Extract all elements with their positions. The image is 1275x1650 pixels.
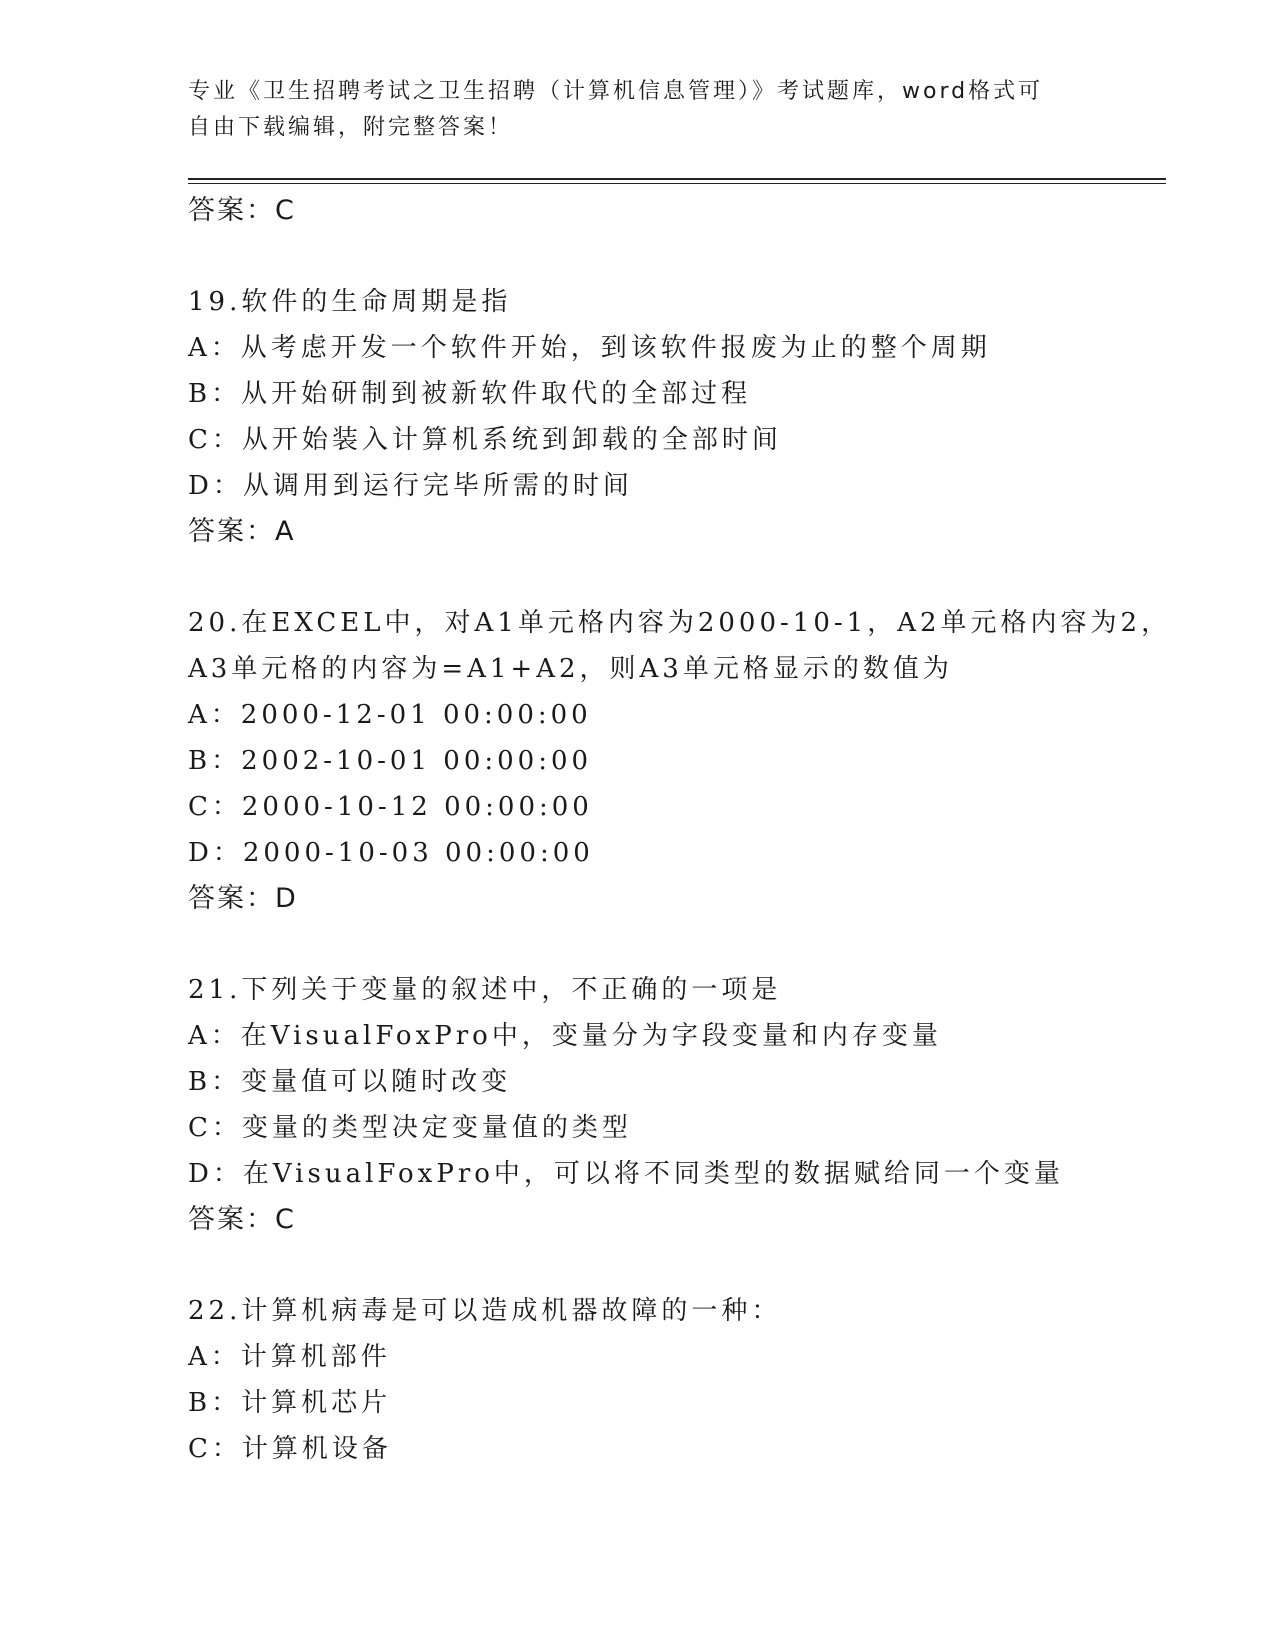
answer-label: 答案：C (188, 195, 296, 226)
option-d: D：从调用到运行完毕所需的时间 (188, 471, 633, 501)
question-stem: 22.计算机病毒是可以造成机器故障的一种： (188, 1296, 782, 1326)
header-divider-thin (188, 183, 1166, 184)
option-b: B：变量值可以随时改变 (188, 1067, 512, 1097)
answer-label: 答案：A (188, 516, 296, 547)
question-21 (188, 967, 1168, 1243)
question-stem: 19.软件的生命周期是指 (188, 287, 512, 317)
option-b: B：2002-10-01 00:00:00 (188, 746, 593, 776)
question-stem: 21.下列关于变量的叙述中，不正确的一项是 (188, 975, 782, 1005)
option-b: B：计算机芯片 (188, 1388, 392, 1418)
answer-label: 答案：D (188, 883, 298, 914)
question-22 (188, 1288, 1168, 1472)
option-b: B：从开始研制到被新软件取代的全部过程 (188, 379, 752, 409)
question-19 (188, 279, 1168, 555)
option-c: C：2000-10-12 00:00:00 (188, 792, 593, 822)
option-a: A：计算机部件 (188, 1342, 391, 1372)
option-c: C：变量的类型决定变量值的类型 (188, 1113, 632, 1143)
option-d: D：2000-10-03 00:00:00 (188, 838, 594, 868)
option-a: A：从考虑开发一个软件开始，到该软件报废为止的整个周期 (188, 333, 991, 363)
option-c: C：从开始装入计算机系统到卸载的全部时间 (188, 425, 782, 455)
question-20 (188, 600, 1172, 922)
option-c: C：计算机设备 (188, 1434, 392, 1464)
option-a: A：在VisualFoxPro中，变量分为字段变量和内存变量 (188, 1021, 942, 1051)
page-header: 专业《卫生招聘考试之卫生招聘（计算机信息管理）》考试题库，word格式可自由下载编辑，附完整答案！ (188, 79, 1044, 140)
option-d: D：在VisualFoxPro中，可以将不同类型的数据赋给同一个变量 (188, 1159, 1064, 1189)
header-divider (188, 178, 1166, 180)
option-a: A：2000-12-01 00:00:00 (188, 700, 592, 730)
question-stem: 20.在EXCEL中，对A1单元格内容为2000-10-1，A2单元格内容为2， (188, 608, 1172, 638)
document-body (188, 188, 1172, 1472)
question-stem-continued: A3单元格的内容为=A1+A2，则A3单元格显示的数值为 (188, 654, 953, 684)
answer-label: 答案：C (188, 1204, 296, 1235)
